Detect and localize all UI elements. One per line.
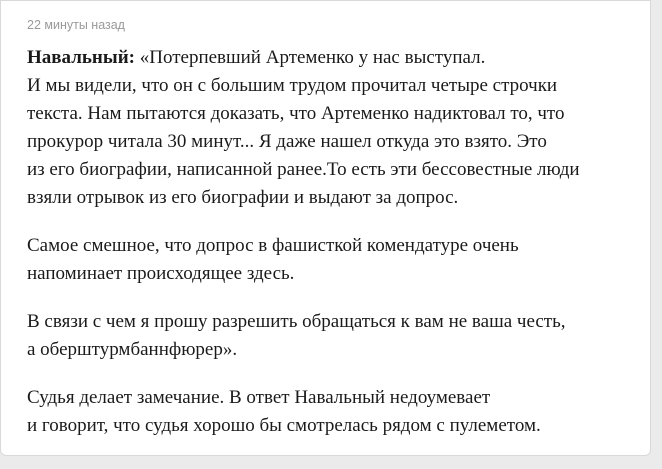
paragraph-3 bbox=[27, 308, 642, 364]
text-line: Судья делает замечание. В ответ Навальный недоумевает bbox=[27, 387, 491, 408]
paragraph-2 bbox=[27, 232, 642, 288]
text-line: И мы видели, что он с большим трудом прочитал четыре строчки bbox=[27, 75, 558, 96]
text-line: а оберштурмбаннфюрер». bbox=[27, 339, 238, 360]
text-line: В связи с чем я прошу разрешить обращаться к вам не ваша честь, bbox=[27, 311, 566, 332]
paragraph-4 bbox=[27, 384, 642, 440]
entry-body bbox=[27, 44, 642, 456]
text-line: из его биографии, написанной ранее.То есть эти бессовестные люди bbox=[27, 159, 580, 180]
entry-timestamp: 22 минуты назад bbox=[27, 18, 125, 32]
text-line: и говорит, что судья хорошо бы смотрелась рядом с пулеметом. bbox=[27, 415, 541, 436]
paragraph-1 bbox=[27, 44, 642, 212]
text-line: напоминает происходящее здесь. bbox=[27, 263, 295, 284]
text-line: взяли отрывок из его биографии и выдают за допрос. bbox=[27, 187, 459, 208]
text-line bbox=[27, 44, 642, 72]
text-line: прокурор читала 30 минут... Я даже нашел откуда это взято. Это bbox=[27, 131, 547, 152]
quote-start: «Потерпевший Артеменко у нас выступал. bbox=[134, 47, 486, 68]
text-line: Самое смешное, что допрос в фашисткой комендатуре очень bbox=[27, 235, 519, 256]
speaker-name: Навальный: bbox=[27, 47, 135, 68]
text-line: текста. Нам пытаются доказать, что Артеменко надиктовал то, что bbox=[27, 103, 565, 124]
